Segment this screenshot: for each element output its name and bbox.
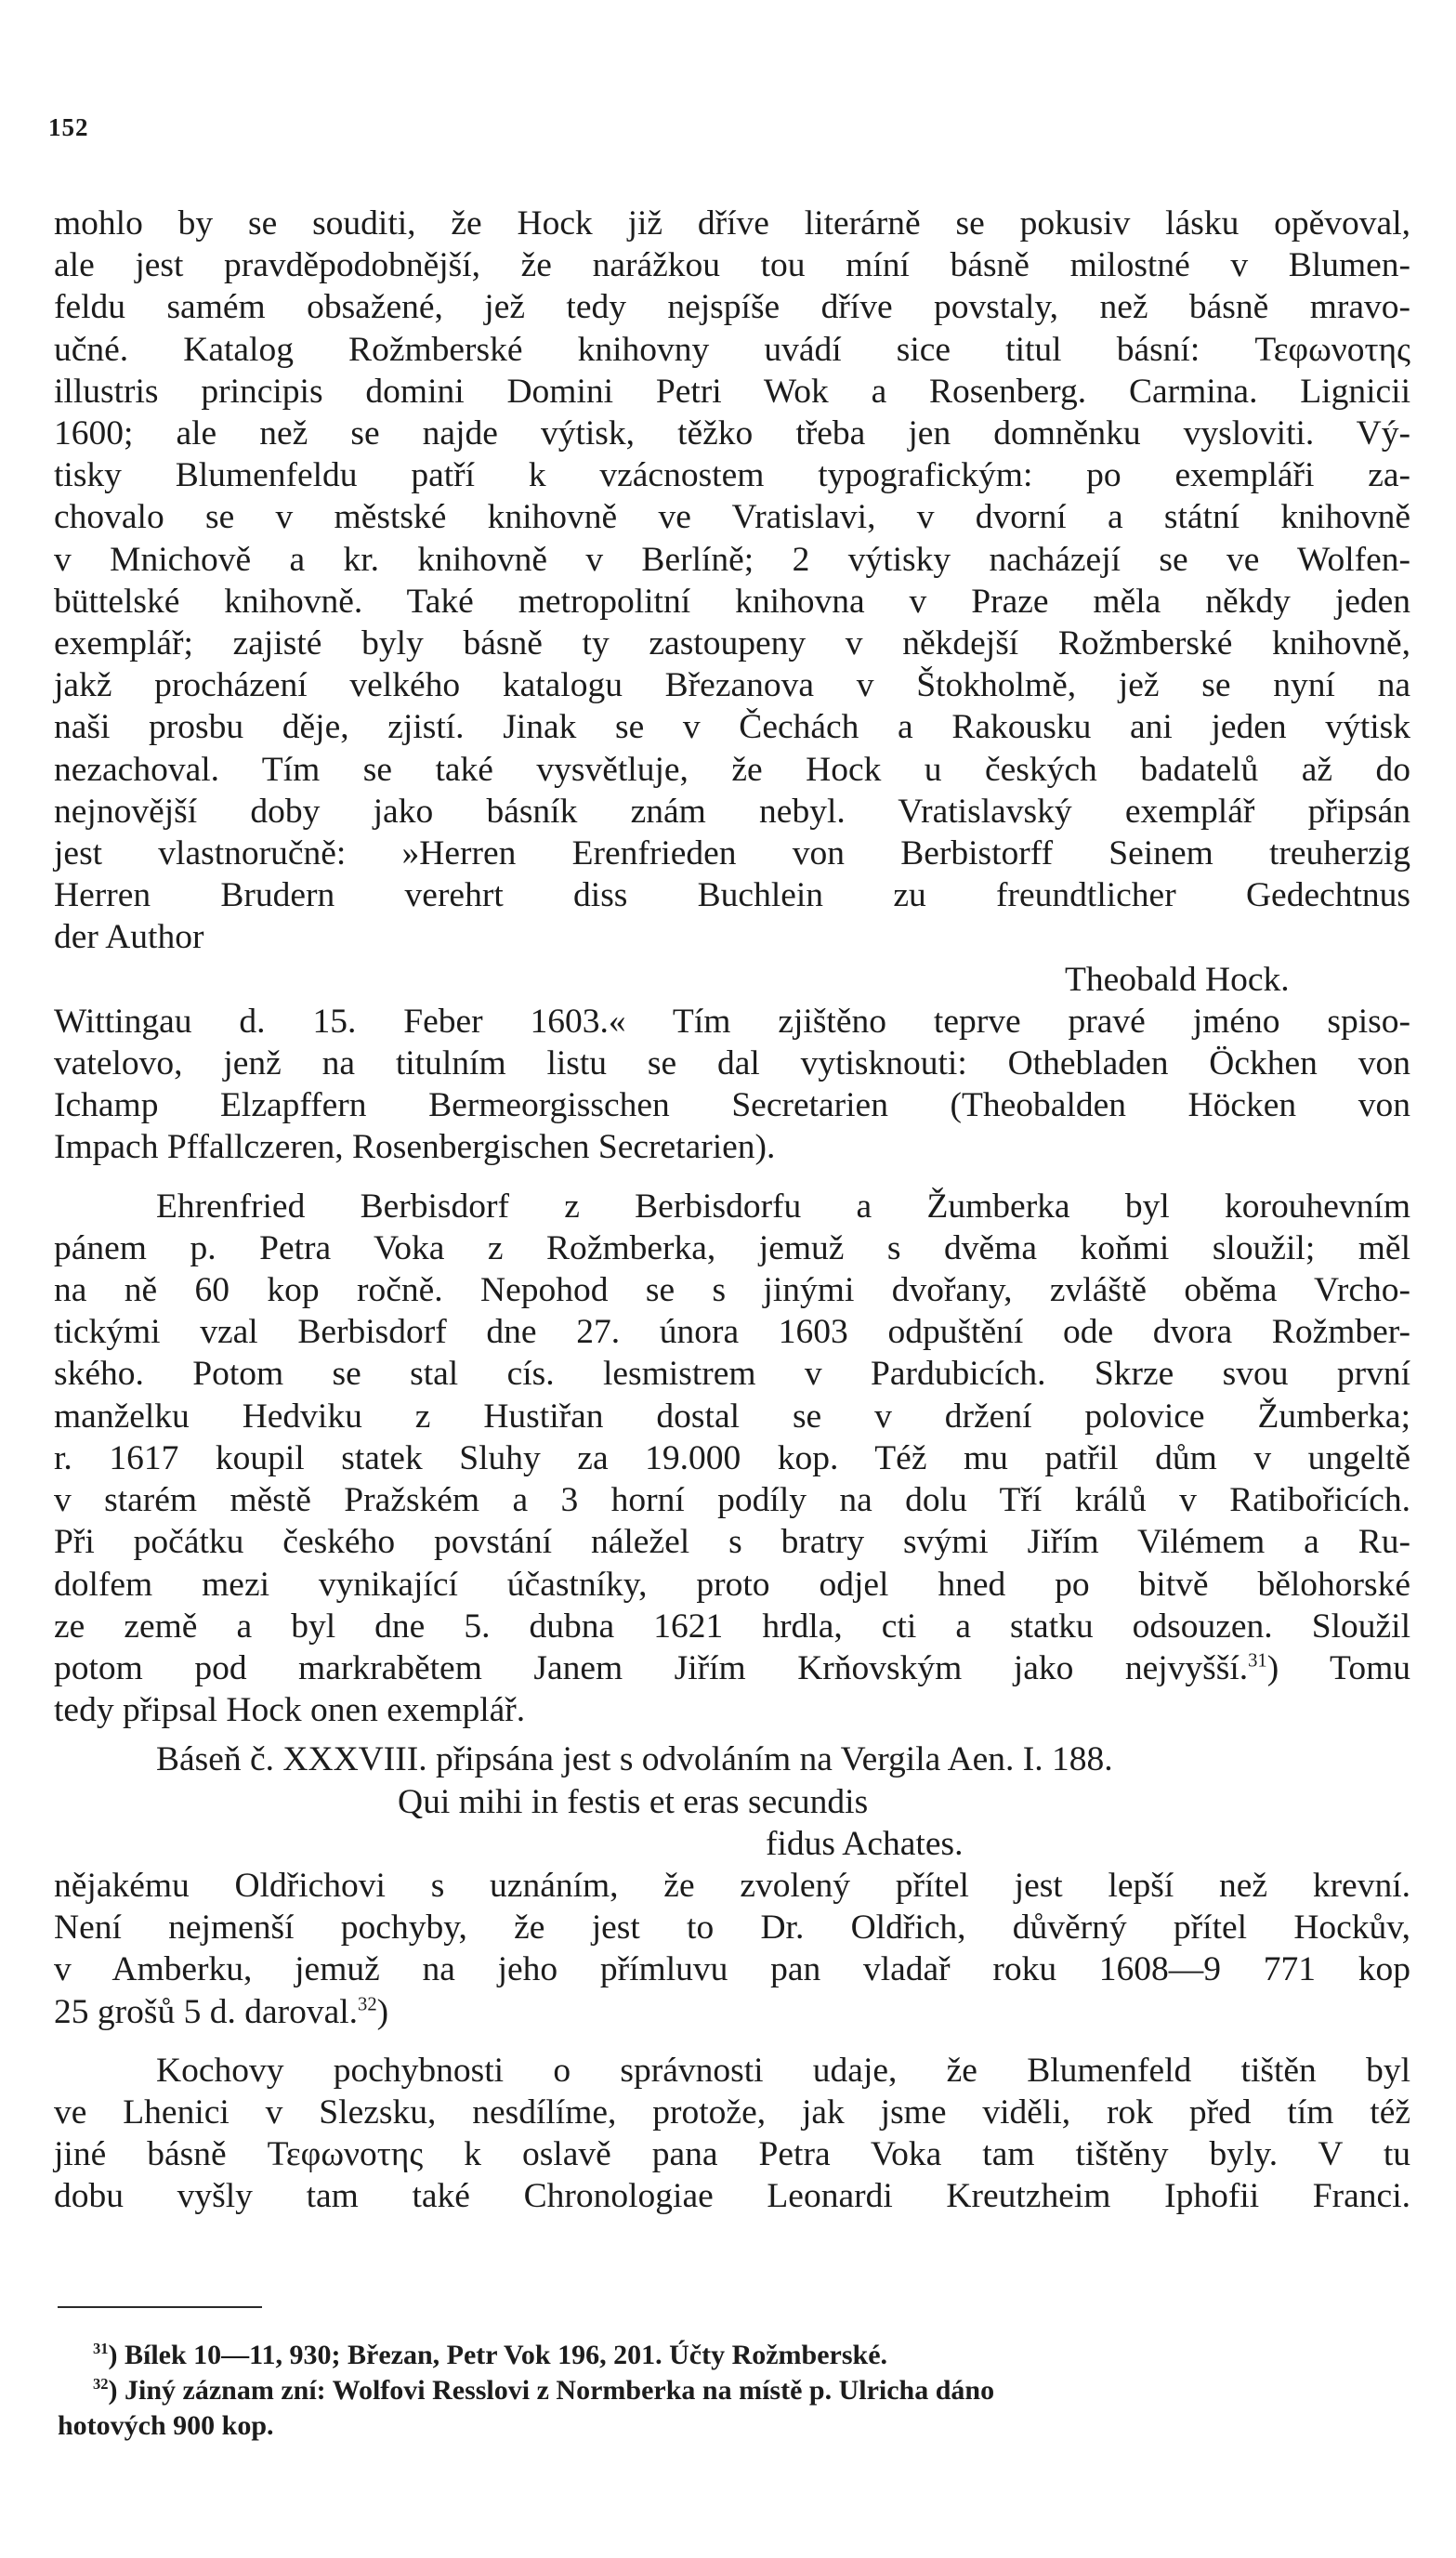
text-line: mohlo by se souditi, že Hock již dříve literárně se pokusiv lásku opěvoval, <box>54 204 1410 243</box>
footnote-text: ) Jiný záznam zní: Wolfovi Resslovi z Normberka na místě p. Ulricha dáno <box>108 2375 995 2406</box>
text-line <box>54 1647 1410 1689</box>
text-line: r. 1617 koupil statek Sluhy za 19.000 kop. Též mu patřil dům v ungeltě <box>54 1438 1410 1477</box>
verse-line: Qui mihi in festis et eras secundis <box>398 1782 869 1821</box>
text-line: manželku Hedviku z Hustiřan dostal se v držení polovice Žumberka; <box>54 1397 1410 1436</box>
text-line: jakž procházení velkého katalogu Březanova v Štokholmě, jež se nyní na <box>54 666 1410 705</box>
text-line: Ichamp Elzapffern Bermeorgisschen Secretarien (Theobalden Höcken von <box>54 1086 1410 1125</box>
text-line: pánem p. Petra Voka z Rožmberka, jemuž s dvěma koňmi sloužil; měl <box>54 1228 1410 1267</box>
text-line: der Author <box>54 918 204 957</box>
text-line: Wittingau d. 15. Feber 1603.« Tím zjištěno teprve pravé jméno spiso- <box>54 1002 1410 1041</box>
text-line: ale jest pravděpodobnější, že narážkou tou míní básně milostné v Blumen- <box>54 246 1410 285</box>
text-line: illustris principis domini Domini Petri Wok a Rosenberg. Carmina. Lignicii <box>54 372 1410 411</box>
text-line: feldu samém obsažené, jež tedy nejspíše dříve povstaly, než básně mravo- <box>54 288 1410 327</box>
text-line: dobu vyšly tam také Chronologiae Leonardi Kreutzheim Iphofii Franci. <box>54 2177 1410 2216</box>
text-segment: 25 grošů 5 d. daroval. <box>54 1992 359 2031</box>
footnote-ref: 32 <box>358 1994 377 2015</box>
text-line: vatelovo, jenž na titulním listu se dal vytisknouti: Othebladen Öckhen von <box>54 1044 1410 1083</box>
text-line: büttelské knihovně. Také metropolitní knihovna v Praze měla někdy jeden <box>54 582 1410 621</box>
text-line: Ehrenfried Berbisdorf z Berbisdorfu a Žumberka byl korouhevním <box>156 1187 1410 1226</box>
text-segment: ) Tomu <box>1266 1648 1410 1687</box>
footnote-mark: 31 <box>93 2340 109 2357</box>
text-line: učné. Katalog Rožmberské knihovny uvádí sice titul básní: Τεφωνοτης <box>54 330 1410 369</box>
text-line: jiné básně Τεφωνοτης k oslavě pana Petra Voka tam tištěny byly. V tu <box>54 2135 1410 2174</box>
footnote-divider <box>58 2306 262 2308</box>
text-line: nezachoval. Tím se také vysvětluje, že Hock u českých badatelů až do <box>54 750 1410 789</box>
text-line: ve Lhenici v Slezsku, nesdílíme, protože, jak jsme viděli, rok před tím též <box>54 2092 1410 2132</box>
text-line: ze země a byl dne 5. dubna 1621 hrdla, cti a statku odsouzen. Sloužil <box>54 1607 1410 1646</box>
footnote <box>58 2338 1358 2373</box>
footnote-text: hotových 900 kop. <box>58 2410 274 2441</box>
text-line: Není nejmenší pochyby, že jest to Dr. Oldřich, důvěrný přítel Hockův, <box>54 1909 1410 1948</box>
main-text <box>54 203 1410 2218</box>
text-line: tedy připsal Hock onen exemplář. <box>54 1691 526 1730</box>
footnote-text: ) Bílek 10—11, 930; Březan, Petr Vok 196, 201. Účty Rožmberské. <box>108 2340 888 2370</box>
text-line: tickými vzal Berbisdorf dne 27. února 1603 odpuštění ode dvora Rožmber- <box>54 1313 1410 1352</box>
footnotes <box>58 2338 1358 2444</box>
text-line: Kochovy pochybnosti o správnosti udaje, že Blumenfeld tištěn byl <box>156 2051 1410 2090</box>
text-line: tisky Blumenfeldu patří k vzácnostem typografickým: po exempláři za- <box>54 456 1410 495</box>
text-line: na ně 60 kop ročně. Nepohod se s jinými dvořany, zvláště oběma Vrcho- <box>54 1271 1410 1310</box>
verse-line: fidus Achates. <box>766 1824 964 1863</box>
text-line: dolfem mezi vynikající účastníky, proto odjel hned po bitvě bělohorské <box>54 1565 1410 1604</box>
signature: Theobald Hock. <box>1065 960 1290 999</box>
text-line: v Mnichově a kr. knihovně v Berlíně; 2 výtisky nacházejí se ve Wolfen- <box>54 540 1410 579</box>
text-segment: potom pod markrabětem Janem Jiřím Krňovským jako nejvyšší. <box>54 1648 1249 1687</box>
footnote-mark: 32 <box>93 2375 109 2393</box>
page-number: 152 <box>48 113 89 141</box>
footnote <box>58 2408 1358 2444</box>
text-line: Herren Brudern verehrt diss Buchlein zu freundtlicher Gedechtnus <box>54 876 1410 915</box>
text-line: naši prosbu děje, zjistí. Jinak se v Čechách a Rakousku ani jeden výtisk <box>54 708 1410 747</box>
text-line: jest vlastnoručně: »Herren Erenfrieden von Berbistorff Seinem treuherzig <box>54 834 1410 873</box>
text-line: chovalo se v městské knihovně ve Vratislavi, v dvorní a státní knihovně <box>54 498 1410 537</box>
text-line <box>54 1991 1410 2033</box>
text-line: exemplář; zajisté byly básně ty zastoupeny v někdejší Rožmberské knihovně, <box>54 624 1410 663</box>
text-line: 1600; ale než se najde výtisk, těžko třeba jen domněnku vysloviti. Vý- <box>54 414 1410 453</box>
text-line: ského. Potom se stal cís. lesmistrem v Pardubicích. Skrze svou první <box>54 1355 1410 1394</box>
footnote-ref: 31 <box>1248 1650 1267 1672</box>
text-line: nejnovější doby jako básník znám nebyl. Vratislavský exemplář připsán <box>54 792 1410 831</box>
text-line: Impach Pffallczeren, Rosenbergischen Secretarien). <box>54 1128 776 1167</box>
text-line: nějakému Oldřichovi s uznáním, že zvolený přítel jest lepší než krevní. <box>54 1866 1410 1905</box>
text-line: v Amberku, jemuž na jeho přímluvu pan vladař roku 1608—9 771 kop <box>54 1950 1410 1989</box>
text-line: Báseň č. XXXVIII. připsána jest s odvoláním na Vergila Aen. I. 188. <box>156 1740 1113 1779</box>
footnote <box>58 2373 1358 2408</box>
text-line: v starém městě Pražském a 3 horní podíly na dolu Tří králů v Ratibořicích. <box>54 1481 1410 1520</box>
text-segment: ) <box>376 1992 389 2031</box>
text-line: Při počátku českého povstání náležel s bratry svými Jiřím Vilémem a Ru- <box>54 1523 1410 1562</box>
